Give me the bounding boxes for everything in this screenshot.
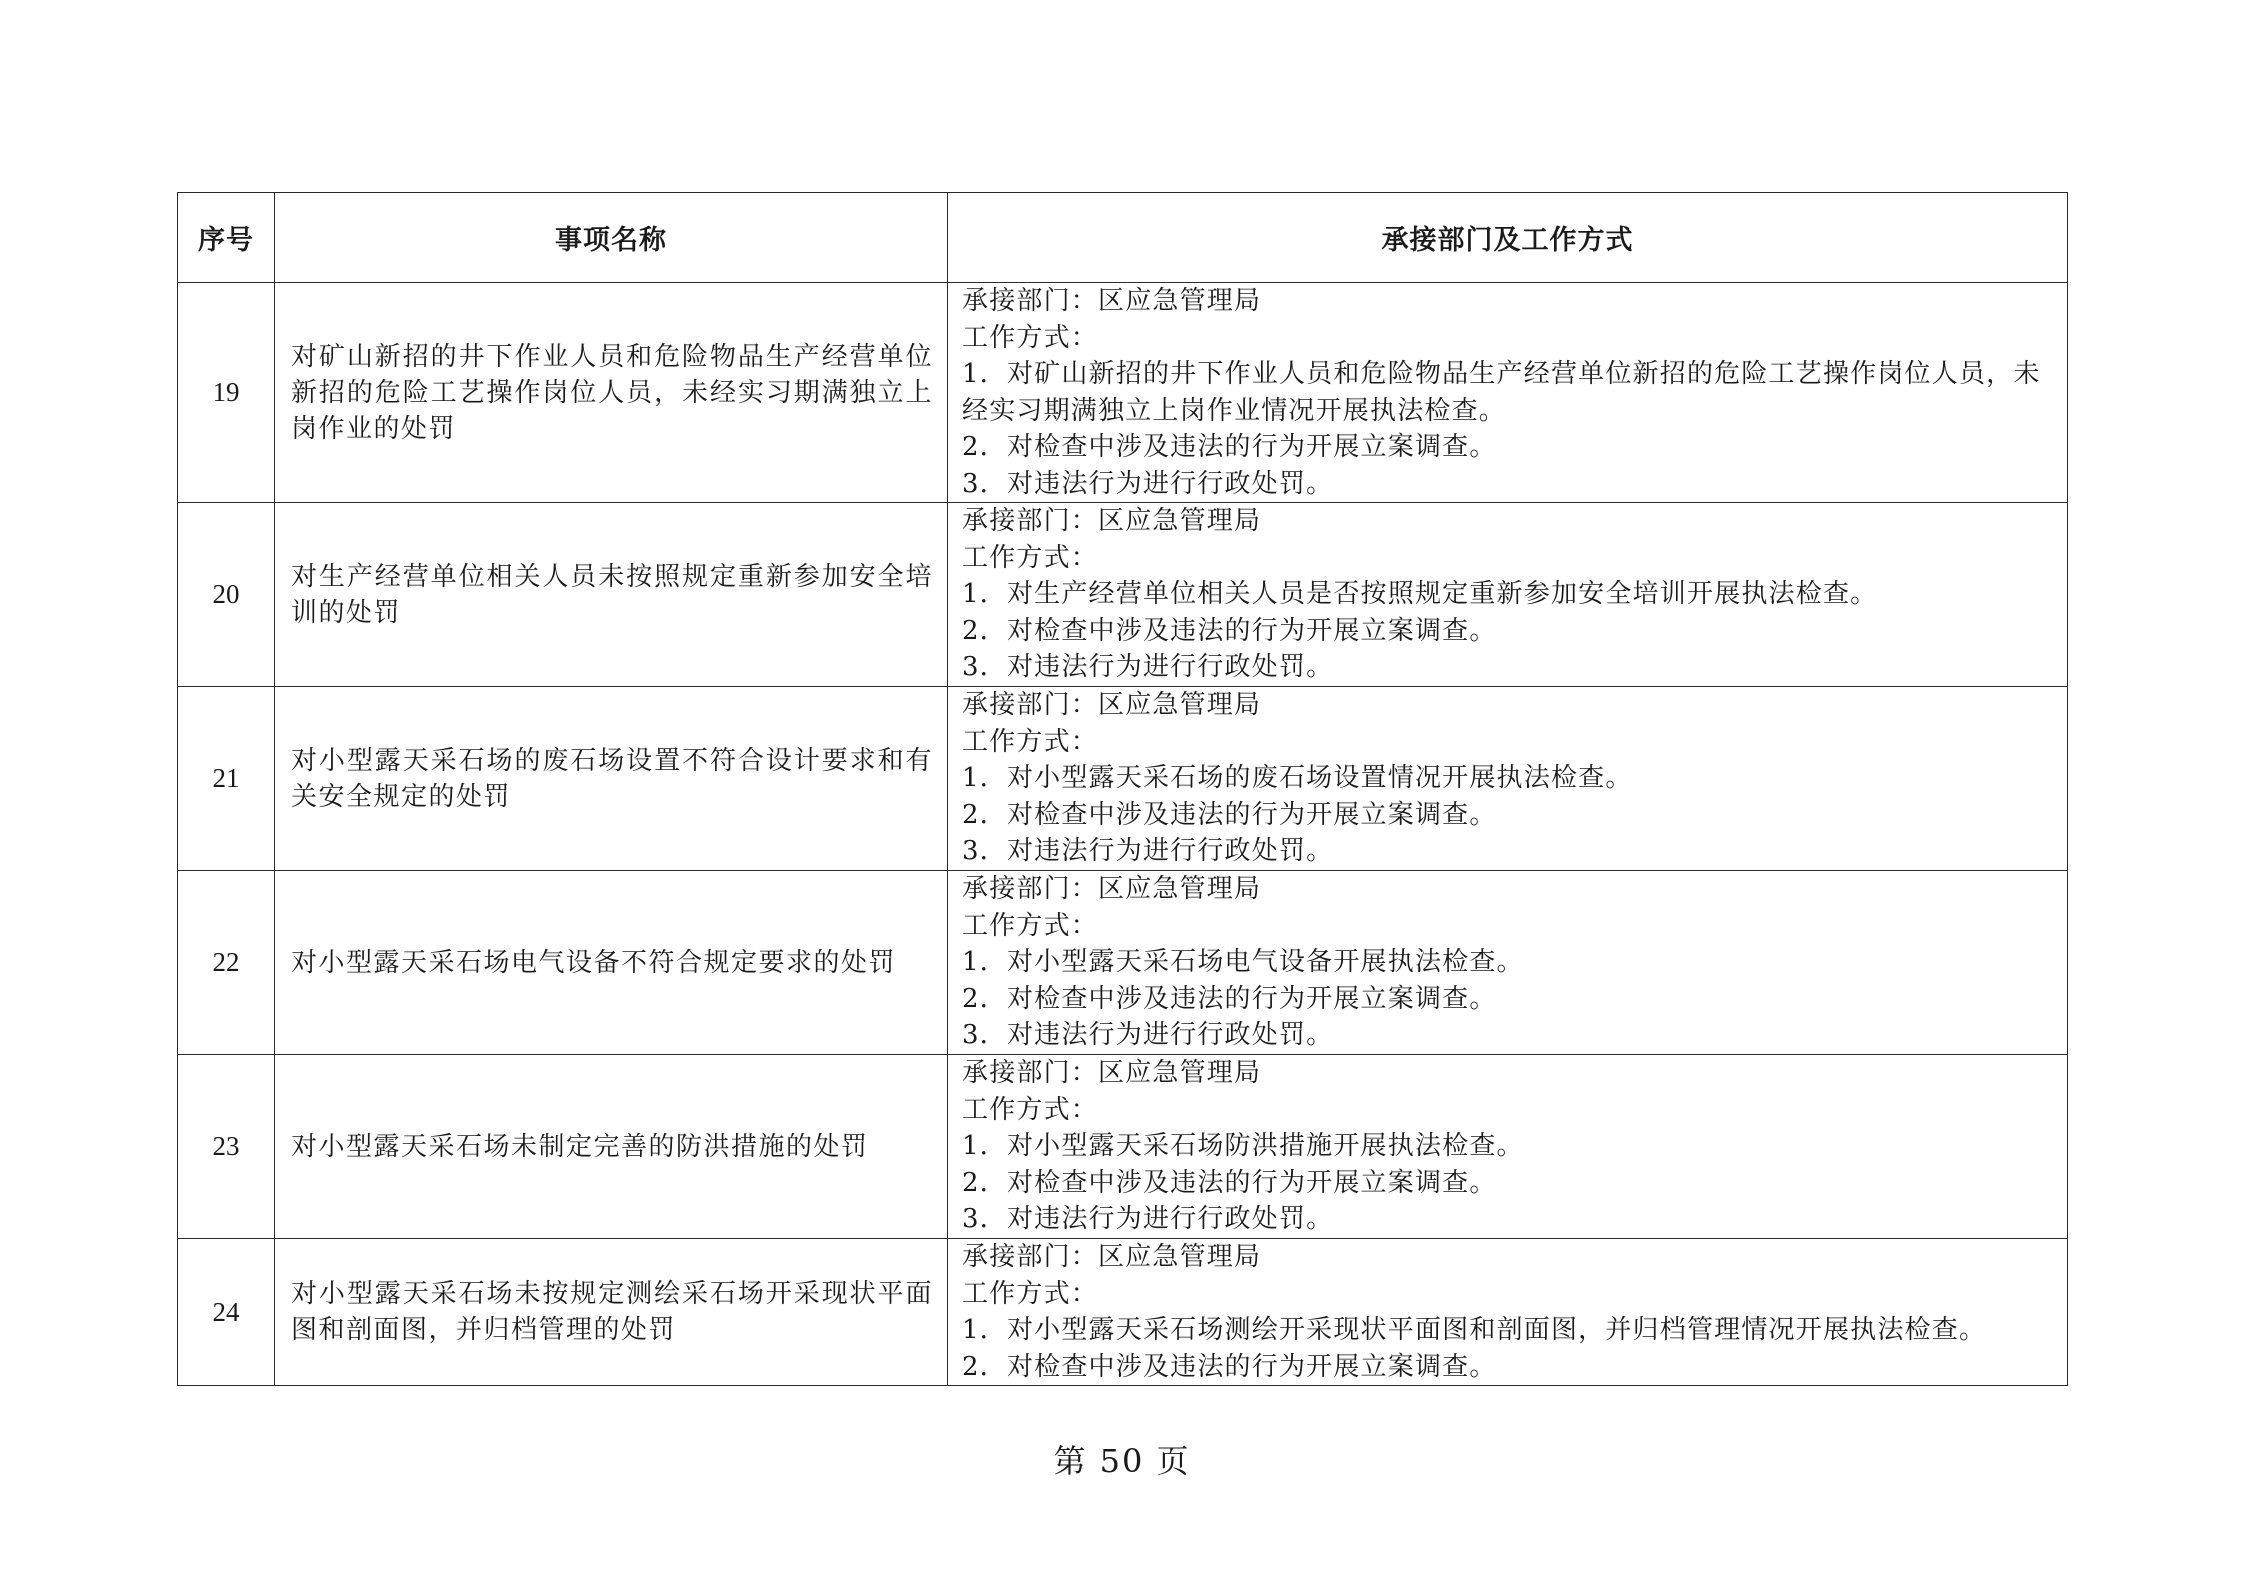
row-item-name: 对小型露天采石场的废石场设置不符合设计要求和有关安全规定的处罚 xyxy=(275,687,948,871)
row-item-name: 对小型露天采石场电气设备不符合规定要求的处罚 xyxy=(275,871,948,1055)
page-number: 第 50 页 xyxy=(1053,1442,1191,1480)
method-step: 2．对检查中涉及违法的行为开展立案调查。 xyxy=(962,983,1497,1014)
row-dept-method xyxy=(948,1239,2068,1386)
row-dept-method xyxy=(948,503,2068,687)
table-row xyxy=(178,687,2068,871)
row-item-name: 对小型露天采石场未按规定测绘采石场开采现状平面图和剖面图，并归档管理的处罚 xyxy=(275,1239,948,1386)
method-label: 工作方式： xyxy=(962,322,1099,353)
method-step: 1．对小型露天采石场电气设备开展执法检查。 xyxy=(962,947,1524,977)
table-row xyxy=(178,1239,2068,1386)
method-label: 工作方式： xyxy=(962,542,1099,573)
row-serial-no: 24 xyxy=(178,1239,275,1386)
method-step: 3．对违法行为进行行政处罚。 xyxy=(962,1020,1334,1050)
method-step: 1．对矿山新招的井下作业人员和危险物品生产经营单位新招的危险工艺操作岗位人员，未经实习期满独立上岗作业情况开展执法检查。 xyxy=(962,359,2041,426)
method-label: 工作方式： xyxy=(962,910,1099,941)
row-dept-method xyxy=(948,871,2068,1055)
header-dept-method: 承接部门及工作方式 xyxy=(948,193,2068,283)
method-step: 1．对小型露天采石场的废石场设置情况开展执法检查。 xyxy=(962,763,1633,793)
header-item-name: 事项名称 xyxy=(275,193,948,283)
dept-line: 承接部门：区应急管理局 xyxy=(962,1242,1262,1272)
row-serial-no: 22 xyxy=(178,871,275,1055)
row-serial-no: 23 xyxy=(178,1055,275,1239)
method-step: 3．对违法行为进行行政处罚。 xyxy=(962,652,1334,682)
row-dept-method xyxy=(948,1055,2068,1239)
method-step: 2．对检查中涉及违法的行为开展立案调查。 xyxy=(962,615,1497,646)
row-serial-no: 20 xyxy=(178,503,275,687)
method-step: 2．对检查中涉及违法的行为开展立案调查。 xyxy=(962,1167,1497,1198)
table-row xyxy=(178,871,2068,1055)
table-row xyxy=(178,283,2068,503)
row-dept-method xyxy=(948,283,2068,503)
row-dept-method xyxy=(948,687,2068,871)
items-table xyxy=(177,192,2068,1386)
dept-line: 承接部门：区应急管理局 xyxy=(962,1058,1262,1088)
method-step: 1．对生产经营单位相关人员是否按照规定重新参加安全培训开展执法检查。 xyxy=(962,579,1878,609)
dept-line: 承接部门：区应急管理局 xyxy=(962,690,1262,720)
method-label: 工作方式： xyxy=(962,1278,1099,1309)
row-serial-no: 21 xyxy=(178,687,275,871)
method-step: 2．对检查中涉及违法的行为开展立案调查。 xyxy=(962,799,1497,830)
dept-line: 承接部门：区应急管理局 xyxy=(962,874,1262,904)
method-step: 2．对检查中涉及违法的行为开展立案调查。 xyxy=(962,432,1497,462)
row-serial-no: 19 xyxy=(178,283,275,503)
method-label: 工作方式： xyxy=(962,1094,1099,1125)
row-item-name: 对生产经营单位相关人员未按照规定重新参加安全培训的处罚 xyxy=(275,503,948,687)
table-row xyxy=(178,503,2068,687)
dept-line: 承接部门：区应急管理局 xyxy=(962,506,1262,536)
dept-line: 承接部门：区应急管理局 xyxy=(962,286,1262,316)
method-step: 3．对违法行为进行行政处罚。 xyxy=(962,836,1334,866)
method-step: 3．对违法行为进行行政处罚。 xyxy=(962,468,1334,499)
table-header-row xyxy=(178,193,2068,283)
header-serial-no: 序号 xyxy=(178,193,275,283)
method-label: 工作方式： xyxy=(962,726,1099,757)
method-step: 2．对检查中涉及违法的行为开展立案调查。 xyxy=(962,1351,1497,1382)
row-item-name: 对矿山新招的井下作业人员和危险物品生产经营单位新招的危险工艺操作岗位人员，未经实习期满独立上岗作业的处罚 xyxy=(275,283,948,503)
table-row xyxy=(178,1055,2068,1239)
method-step: 3．对违法行为进行行政处罚。 xyxy=(962,1204,1334,1234)
method-step: 1．对小型露天采石场测绘开采现状平面图和剖面图，并归档管理情况开展执法检查。 xyxy=(962,1315,1987,1345)
row-item-name: 对小型露天采石场未制定完善的防洪措施的处罚 xyxy=(275,1055,948,1239)
method-step: 1．对小型露天采石场防洪措施开展执法检查。 xyxy=(962,1131,1524,1161)
